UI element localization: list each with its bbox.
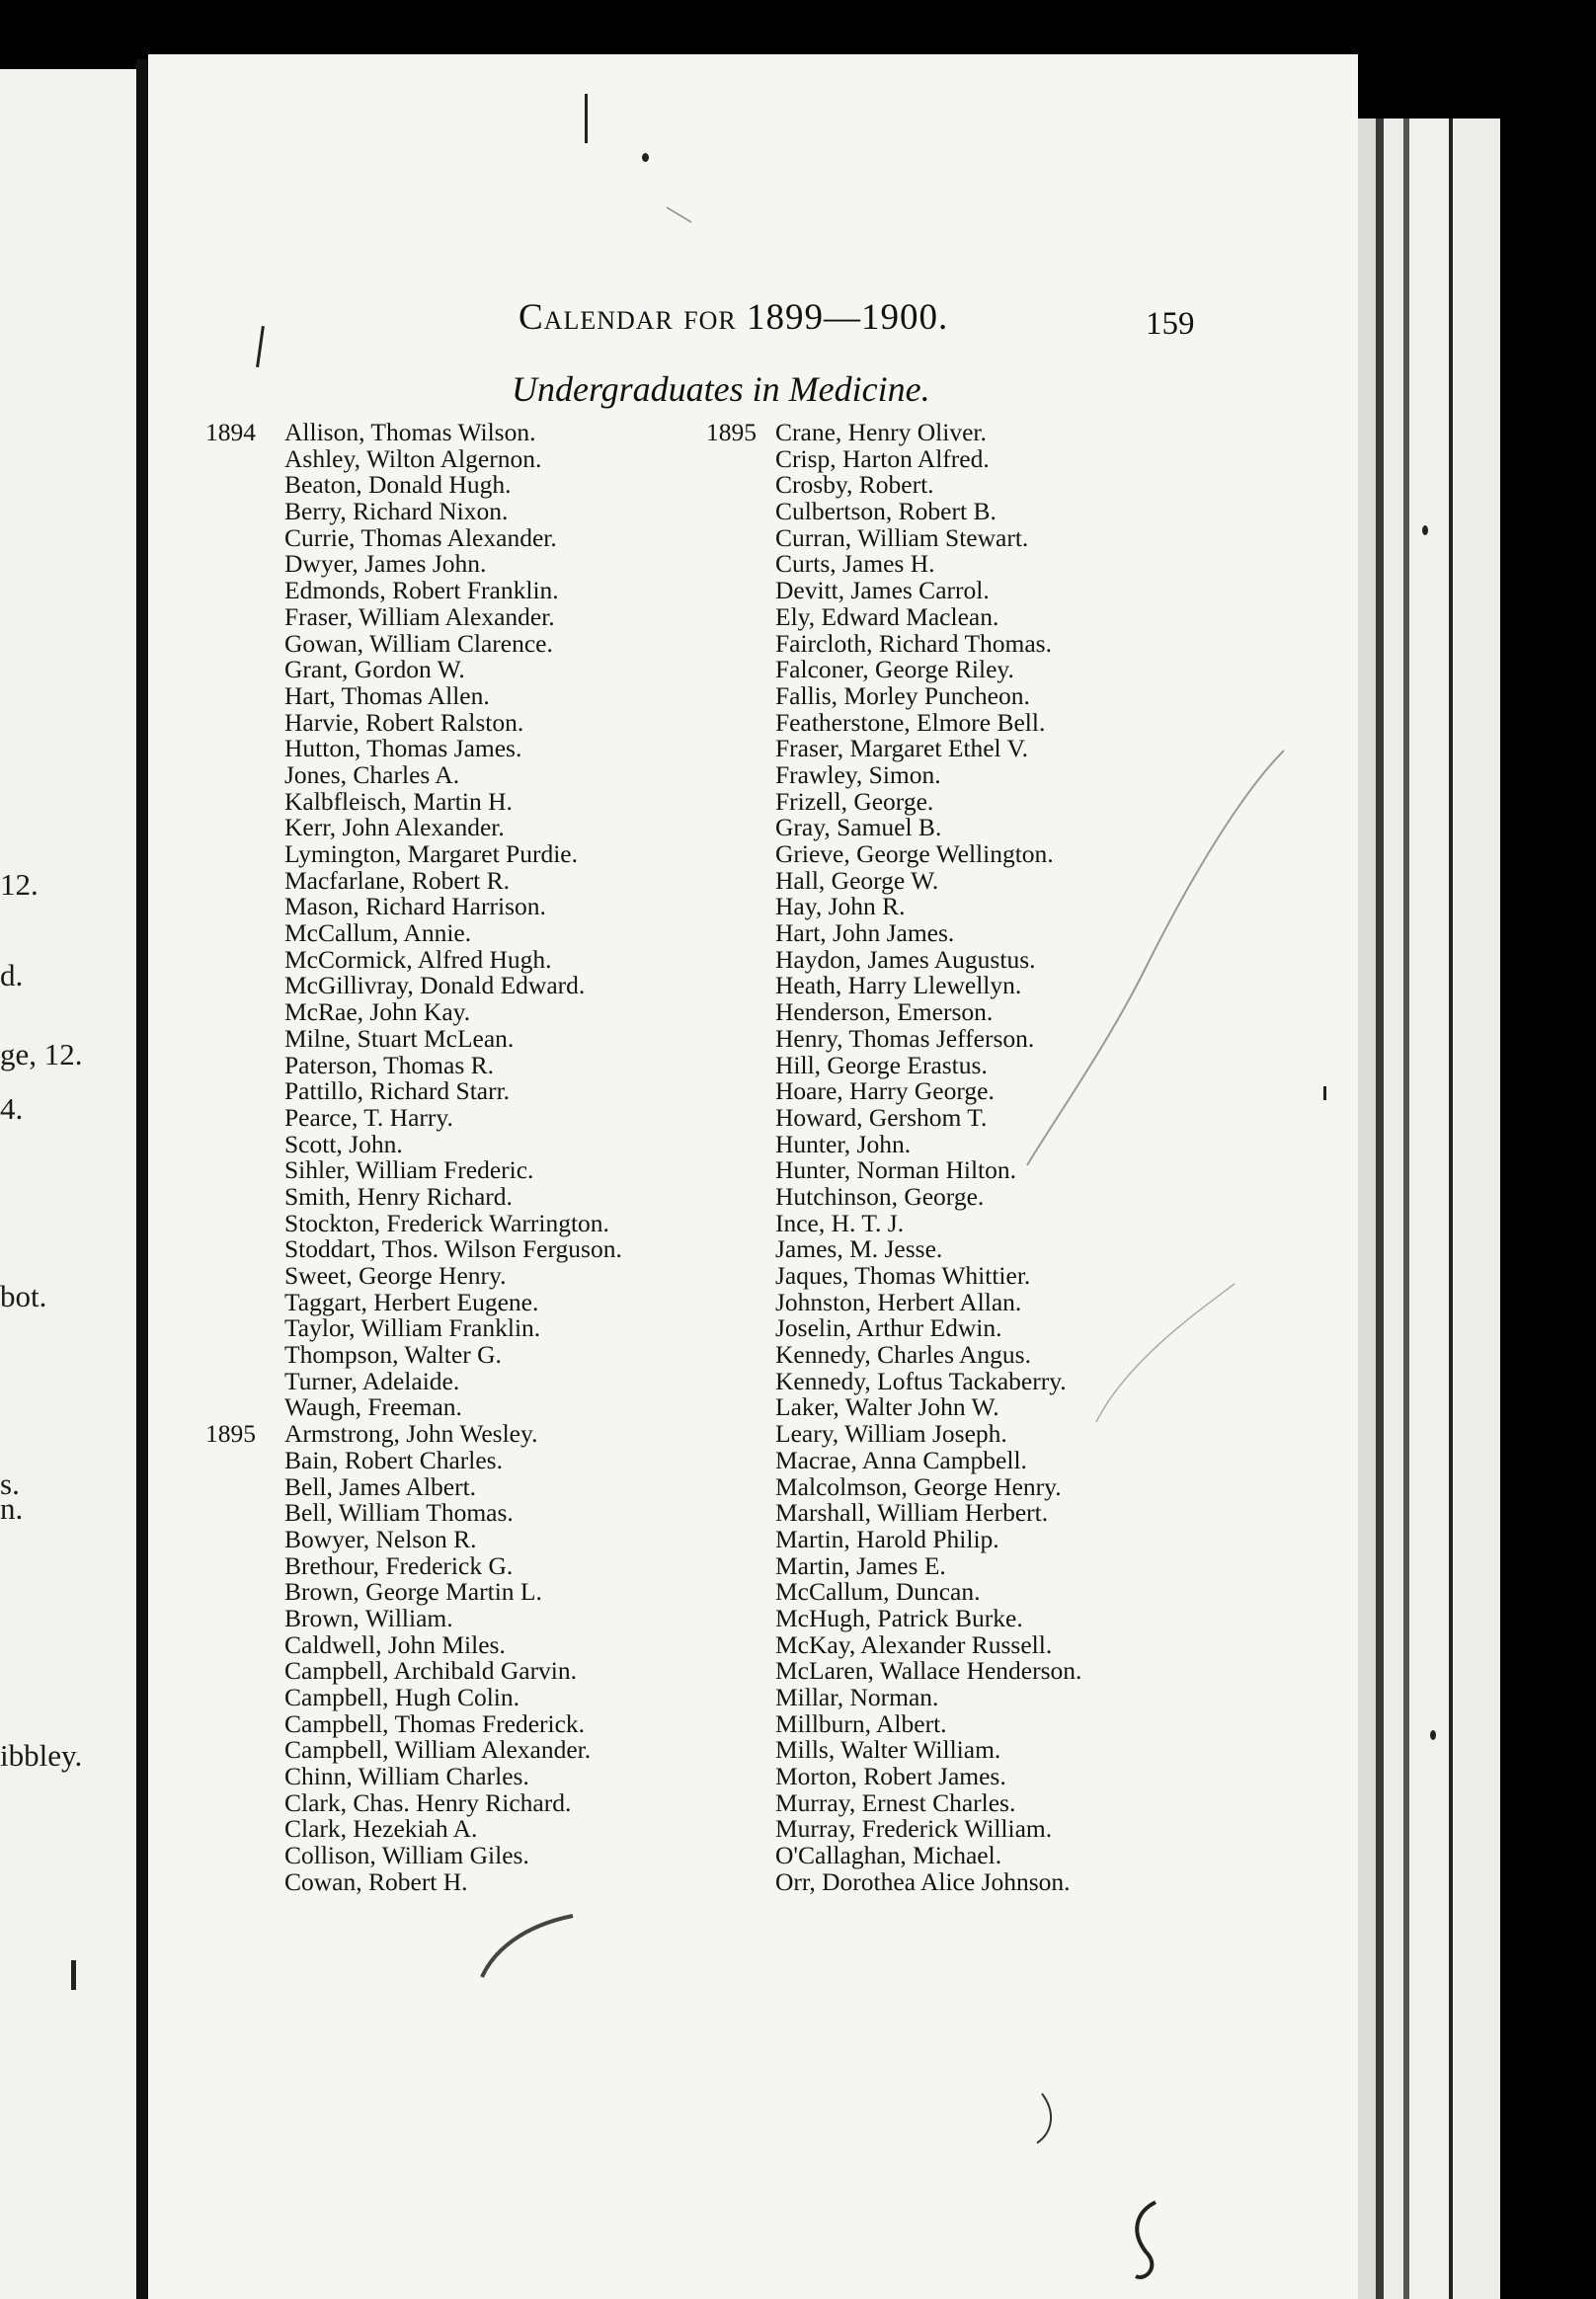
student-name: Mills, Walter William. <box>775 1735 1001 1765</box>
name-entry <box>775 1102 1190 1132</box>
student-name: Lymington, Margaret Purdie. <box>284 839 578 868</box>
student-name: Beaton, Donald Hugh. <box>284 470 512 500</box>
student-name: Dwyer, James John. <box>284 549 487 579</box>
ink-speck <box>642 153 649 162</box>
student-name: McCallum, Duncan. <box>775 1577 981 1607</box>
student-name: Brethour, Frederick G. <box>284 1550 514 1580</box>
student-name: Clark, Hezekiah A. <box>284 1814 478 1844</box>
name-entry <box>284 1050 719 1079</box>
student-name: Devitt, James Carrol. <box>775 576 990 605</box>
student-name: Edmonds, Robert Franklin. <box>284 576 559 605</box>
left-name-column <box>205 418 719 1896</box>
running-head <box>519 296 948 339</box>
name-entry <box>284 1550 719 1580</box>
student-name: Bowyer, Nelson R. <box>284 1524 477 1553</box>
name-entry <box>284 1157 719 1184</box>
student-name: Kerr, John Alexander. <box>284 813 505 842</box>
student-name: Taggart, Herbert Eugene. <box>284 1287 539 1316</box>
name-entry <box>284 1315 719 1342</box>
student-name: Pearce, T. Harry. <box>284 1102 453 1132</box>
name-entry <box>284 1342 719 1369</box>
student-name: Malcolmson, George Henry. <box>775 1471 1062 1501</box>
student-name: Mason, Richard Harrison. <box>284 892 546 921</box>
student-name: Stoddart, Thos. Wilson Ferguson. <box>284 1234 622 1264</box>
student-name: Currie, Thomas Alexander. <box>284 522 557 552</box>
student-name: Martin, James E. <box>775 1550 946 1580</box>
name-entry <box>706 418 1190 446</box>
matriculation-year: 1895 <box>706 418 757 446</box>
year-group <box>205 418 719 1422</box>
running-head-for: for <box>683 297 737 338</box>
student-name: Millburn, Albert. <box>775 1708 947 1738</box>
student-name: Ince, H. T. J. <box>775 1208 905 1237</box>
student-name: Ely, Edward Maclean. <box>775 601 999 631</box>
student-name: Culbertson, Robert B. <box>775 497 997 526</box>
name-entry <box>775 657 1190 683</box>
section-title: Undergraduates in Medicine. <box>512 369 930 409</box>
student-name: Hutchinson, George. <box>775 1181 985 1211</box>
name-entry <box>284 522 719 552</box>
student-name: Ashley, Wilton Algernon. <box>284 443 542 473</box>
student-name: Falconer, George Riley. <box>775 655 1014 684</box>
book-gutter <box>136 59 148 2299</box>
name-entry <box>284 1603 719 1632</box>
student-name: Campbell, William Alexander. <box>284 1735 592 1765</box>
student-name: Heath, Harry Llewellyn. <box>775 971 1022 1000</box>
student-name: Sihler, William Frederic. <box>284 1155 534 1185</box>
student-name: Hill, George Erastus. <box>775 1050 988 1079</box>
name-entry <box>775 1866 1190 1896</box>
student-name: Pattillo, Richard Starr. <box>284 1076 511 1106</box>
name-entry <box>775 1764 1190 1790</box>
student-name: Gowan, William Clarence. <box>284 628 553 658</box>
name-entry <box>775 1287 1190 1316</box>
facing-page-fragment: 4. <box>0 1091 24 1126</box>
student-name: Featherstone, Elmore Bell. <box>775 707 1046 737</box>
name-entry <box>775 1579 1190 1606</box>
name-entry <box>775 1708 1190 1738</box>
student-name: Gray, Samuel B. <box>775 813 942 842</box>
student-name: Hart, John James. <box>775 918 955 948</box>
name-entry <box>284 894 719 920</box>
name-entry <box>284 499 719 525</box>
page-edge-strip <box>1453 119 1500 2299</box>
name-entry <box>775 1129 1190 1158</box>
name-entry <box>775 472 1190 499</box>
name-entry <box>284 1471 719 1501</box>
student-name: Johnston, Herbert Allan. <box>775 1287 1022 1316</box>
name-entry <box>284 759 719 789</box>
name-entry <box>775 759 1190 789</box>
name-entry <box>775 894 1190 920</box>
name-entry <box>284 1102 719 1132</box>
name-entry <box>775 680 1190 710</box>
name-entry <box>775 944 1190 974</box>
student-name: Allison, Thomas Wilson. <box>284 418 536 446</box>
student-name: Jones, Charles A. <box>284 759 460 789</box>
name-entry <box>775 1078 1190 1105</box>
student-name: Kennedy, Loftus Tackaberry. <box>775 1366 1067 1395</box>
facing-page-fragment: ibbley. <box>0 1738 83 1773</box>
name-entry <box>284 1366 719 1395</box>
name-entry <box>284 1764 719 1790</box>
name-entry <box>284 1579 719 1606</box>
student-name: McCallum, Annie. <box>284 918 472 948</box>
student-name: Faircloth, Richard Thomas. <box>775 628 1052 658</box>
name-entry <box>775 1500 1190 1527</box>
name-entry <box>284 707 719 737</box>
name-entry <box>284 657 719 683</box>
student-name: Milne, Stuart McLean. <box>284 1023 515 1053</box>
name-entry <box>284 1394 719 1421</box>
student-name: Bain, Robert Charles. <box>284 1445 503 1474</box>
student-name: Orr, Dorothea Alice Johnson. <box>775 1866 1071 1896</box>
student-name: Clark, Chas. Henry Richard. <box>284 1787 572 1817</box>
name-entry <box>775 1685 1190 1711</box>
page-number: 159 <box>1146 306 1195 342</box>
page-edge-strip <box>1384 119 1403 2299</box>
student-name: Murray, Frederick William. <box>775 1814 1053 1844</box>
name-entry <box>284 1629 719 1659</box>
student-name: Chinn, William Charles. <box>284 1762 529 1791</box>
student-name: Brown, William. <box>284 1603 453 1632</box>
student-name: Hunter, John. <box>775 1129 912 1158</box>
name-entry <box>775 578 1190 604</box>
name-entry <box>284 472 719 499</box>
name-entry <box>775 736 1190 762</box>
name-entry <box>775 1263 1190 1290</box>
facing-page-fragment: n. <box>0 1491 24 1526</box>
name-entry <box>284 1524 719 1553</box>
student-name: Fraser, Margaret Ethel V. <box>775 734 1029 763</box>
name-entry <box>284 841 719 868</box>
student-name: Grieve, George Wellington. <box>775 839 1054 868</box>
name-entry <box>775 1394 1190 1421</box>
ink-speck <box>1323 1086 1326 1100</box>
student-name: Macfarlane, Robert R. <box>284 865 510 895</box>
right-name-column <box>706 418 1190 1896</box>
name-entry <box>775 1737 1190 1764</box>
name-entry <box>284 1287 719 1316</box>
name-entry <box>284 680 719 710</box>
student-name: Waugh, Freeman. <box>284 1392 462 1422</box>
name-entry <box>284 1263 719 1290</box>
ink-mark <box>585 94 588 143</box>
name-entry <box>284 920 719 947</box>
student-name: Marshall, William Herbert. <box>775 1498 1049 1528</box>
student-name: Fraser, William Alexander. <box>284 601 555 631</box>
student-name: McGillivray, Donald Edward. <box>284 971 586 1000</box>
name-entry <box>775 1787 1190 1817</box>
student-name: Henderson, Emerson. <box>775 997 994 1027</box>
student-name: Bell, James Albert. <box>284 1471 477 1501</box>
student-name: Berry, Richard Nixon. <box>284 497 509 526</box>
page-edge-strip <box>1409 119 1449 2299</box>
student-name: Sweet, George Henry. <box>284 1261 507 1290</box>
student-name: Collison, William Giles. <box>284 1841 529 1870</box>
name-entry <box>284 999 719 1026</box>
name-entry <box>775 1603 1190 1632</box>
name-entry <box>775 443 1190 473</box>
name-entry <box>284 578 719 604</box>
name-entry <box>284 601 719 631</box>
facing-page-fragment: bot. <box>0 1279 47 1313</box>
name-entry <box>284 1023 719 1053</box>
facing-page-fragment: s. <box>0 1467 20 1501</box>
student-name: Howard, Gershom T. <box>775 1102 988 1132</box>
student-name: Crisp, Harton Alfred. <box>775 443 990 473</box>
name-entry <box>284 1816 719 1843</box>
name-entry <box>775 786 1190 816</box>
student-name: Macrae, Anna Campbell. <box>775 1445 1027 1474</box>
name-entry <box>284 443 719 473</box>
running-head-calendar: Calendar <box>519 297 674 338</box>
student-name: Hay, John R. <box>775 892 906 921</box>
facing-page-edge <box>0 69 136 2299</box>
name-entry <box>775 1208 1190 1237</box>
year-group <box>706 418 1190 1896</box>
name-entry <box>284 1445 719 1474</box>
name-entry <box>284 786 719 816</box>
name-entry <box>775 920 1190 947</box>
name-entry <box>284 1708 719 1738</box>
student-name: Armstrong, John Wesley. <box>284 1419 538 1449</box>
facing-page-fragment: ge, 12. <box>0 1037 83 1071</box>
name-entry <box>284 1500 719 1527</box>
student-name: Bell, William Thomas. <box>284 1498 514 1528</box>
name-entry <box>284 1181 719 1211</box>
student-name: Hart, Thomas Allen. <box>284 680 490 710</box>
name-entry <box>775 973 1190 999</box>
name-entry <box>775 841 1190 868</box>
name-entry <box>775 1342 1190 1369</box>
student-name: Martin, Harold Philip. <box>775 1524 999 1553</box>
name-entry <box>775 1181 1190 1211</box>
name-entry <box>284 944 719 974</box>
student-name: Caldwell, John Miles. <box>284 1629 506 1659</box>
name-entry <box>775 1023 1190 1053</box>
student-name: Frizell, George. <box>775 786 934 816</box>
name-entry <box>775 1843 1190 1869</box>
student-name: McLaren, Wallace Henderson. <box>775 1656 1082 1686</box>
student-name: Jaques, Thomas Whittier. <box>775 1261 1031 1290</box>
name-entry <box>284 1236 719 1263</box>
name-entry <box>284 1658 719 1685</box>
name-entry <box>205 1419 719 1449</box>
student-name: Kalbfleisch, Martin H. <box>284 786 513 816</box>
name-entry <box>775 1236 1190 1263</box>
name-entry <box>775 1524 1190 1553</box>
student-name: Leary, William Joseph. <box>775 1419 1007 1449</box>
student-name: Murray, Ernest Charles. <box>775 1787 1016 1817</box>
name-entry <box>775 1157 1190 1184</box>
student-name: Harvie, Robert Ralston. <box>284 707 524 737</box>
name-entry <box>284 1787 719 1817</box>
student-name: Taylor, William Franklin. <box>284 1313 541 1343</box>
student-name: McCormick, Alfred Hugh. <box>284 944 552 974</box>
name-entry <box>284 973 719 999</box>
name-entry <box>284 1129 719 1158</box>
name-entry <box>284 1737 719 1764</box>
name-entry <box>775 1421 1190 1448</box>
student-name: Haydon, James Augustus. <box>775 944 1036 974</box>
page-edge-strip <box>1376 119 1384 2299</box>
ink-mark <box>71 1960 76 1990</box>
name-entry <box>284 815 719 841</box>
name-entry <box>775 707 1190 737</box>
student-name: Curran, William Stewart. <box>775 522 1029 552</box>
student-name: Grant, Gordon W. <box>284 655 465 684</box>
student-name: Turner, Adelaide. <box>284 1366 460 1395</box>
student-name: Kennedy, Charles Angus. <box>775 1340 1031 1370</box>
running-head-years: 1899—1900. <box>746 297 949 338</box>
student-name: Crosby, Robert. <box>775 470 934 500</box>
name-entry <box>775 522 1190 552</box>
name-entry <box>284 736 719 762</box>
student-name: Joselin, Arthur Edwin. <box>775 1313 1002 1343</box>
matriculation-year: 1895 <box>205 1419 256 1449</box>
student-name: Curts, James H. <box>775 549 935 579</box>
name-entry <box>775 1366 1190 1395</box>
year-group <box>205 1419 719 1896</box>
student-name: Laker, Walter John W. <box>775 1392 999 1422</box>
student-name: Frawley, Simon. <box>775 759 941 789</box>
name-entry <box>775 601 1190 631</box>
name-entry <box>284 1208 719 1237</box>
facing-page-fragment: d. <box>0 958 24 992</box>
ink-speck <box>1430 1730 1436 1740</box>
student-name: McRae, John Kay. <box>284 997 471 1027</box>
student-name: O'Callaghan, Michael. <box>775 1841 1002 1870</box>
student-name: Morton, Robert James. <box>775 1762 1006 1791</box>
name-entry <box>775 999 1190 1026</box>
name-entry <box>775 1471 1190 1501</box>
name-entry <box>775 628 1190 658</box>
name-entry <box>775 1315 1190 1342</box>
student-name: Millar, Norman. <box>775 1683 939 1711</box>
name-entry <box>775 1550 1190 1580</box>
name-entry <box>284 1866 719 1896</box>
name-entry <box>284 1685 719 1711</box>
name-entry <box>205 418 719 446</box>
student-name: Brown, George Martin L. <box>284 1577 542 1607</box>
student-name: Henry, Thomas Jefferson. <box>775 1023 1035 1053</box>
facing-page-fragment: 12. <box>0 867 39 902</box>
student-name: Cowan, Robert H. <box>284 1866 468 1896</box>
name-entry <box>775 1816 1190 1843</box>
name-entry <box>775 1050 1190 1079</box>
student-name: Smith, Henry Richard. <box>284 1181 513 1211</box>
ink-speck <box>1422 525 1428 535</box>
page-edge-strip <box>1358 119 1376 2299</box>
student-name: Scott, John. <box>284 1129 403 1158</box>
name-entry <box>284 1078 719 1105</box>
student-name: Campbell, Thomas Frederick. <box>284 1708 586 1738</box>
student-name: James, M. Jesse. <box>775 1234 943 1264</box>
name-entry <box>284 865 719 895</box>
student-name: Hall, George W. <box>775 865 939 895</box>
name-entry <box>284 628 719 658</box>
matriculation-year: 1894 <box>205 418 256 446</box>
student-name: Thompson, Walter G. <box>284 1340 502 1370</box>
name-entry <box>775 865 1190 895</box>
student-name: Stockton, Frederick Warrington. <box>284 1208 609 1237</box>
name-entry <box>775 499 1190 525</box>
name-entry <box>775 815 1190 841</box>
name-entry <box>775 1445 1190 1474</box>
name-entry <box>775 551 1190 578</box>
name-entry <box>284 1843 719 1869</box>
student-name: Hoare, Harry George. <box>775 1076 995 1106</box>
student-name: Fallis, Morley Puncheon. <box>775 680 1030 710</box>
student-name: Campbell, Hugh Colin. <box>284 1683 519 1711</box>
student-name: Hunter, Norman Hilton. <box>775 1155 1017 1185</box>
student-name: McHugh, Patrick Burke. <box>775 1603 1023 1632</box>
student-name: Crane, Henry Oliver. <box>775 418 987 446</box>
name-entry <box>775 1658 1190 1685</box>
name-entry <box>775 1629 1190 1659</box>
name-entry <box>284 551 719 578</box>
student-name: McKay, Alexander Russell. <box>775 1629 1053 1659</box>
student-name: Campbell, Archibald Garvin. <box>284 1656 578 1686</box>
student-name: Paterson, Thomas R. <box>284 1050 495 1079</box>
student-name: Hutton, Thomas James. <box>284 734 522 763</box>
